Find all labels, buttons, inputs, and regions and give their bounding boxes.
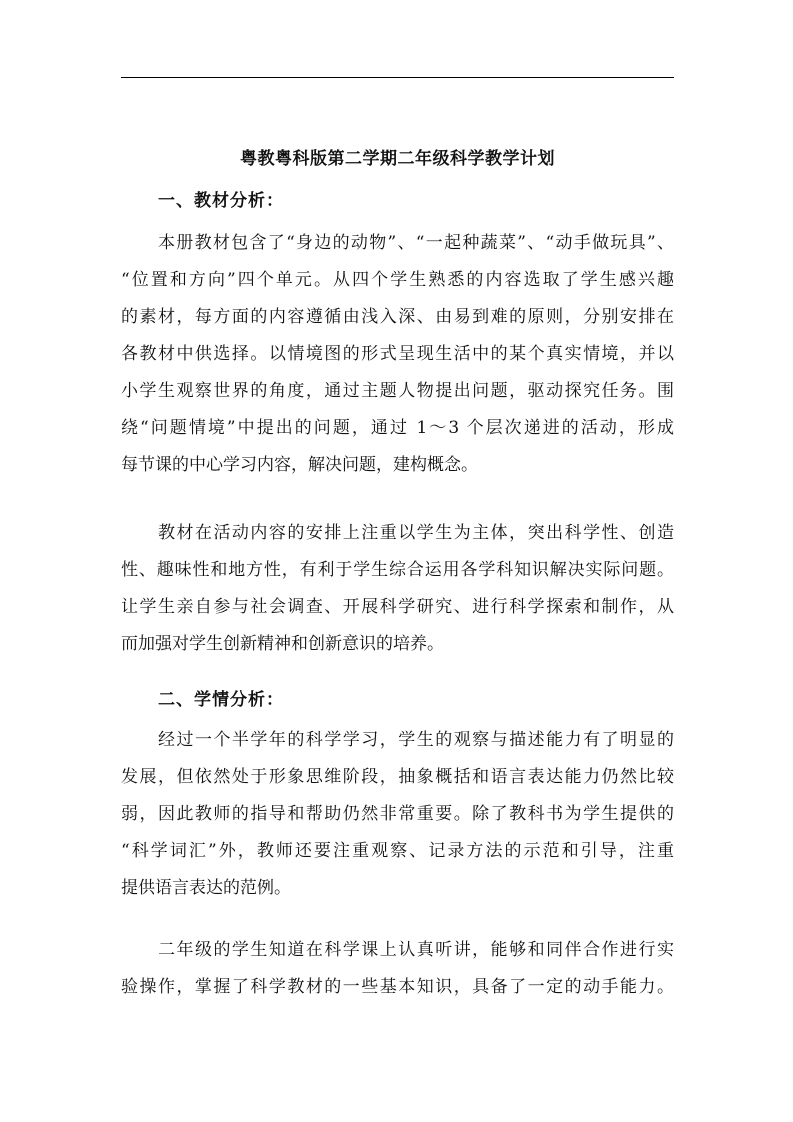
text-line: 性、趣味性和地方性，有利于学生综合运用各学科知识解决实际问题。 (121, 560, 674, 580)
text-line: 的素材，每方面的内容遵循由浅入深、由易到难的原则，分别安排在 (121, 307, 674, 327)
text-line: 验操作，掌握了科学教材的一些基本知识，具备了一定的动手能力。 (121, 977, 674, 997)
paragraph-student-observation (121, 722, 674, 907)
text-line: “科学词汇”外，教师还要注重观察、记录方法的示范和引导，注重 (121, 841, 674, 861)
section-heading-student-analysis: 二、学情分析： (158, 690, 284, 710)
text-line: “位置和方向”四个单元。从四个学生熟悉的内容选取了学生感兴趣 (121, 270, 674, 290)
text-line: 让学生亲自参与社会调查、开展科学研究、进行科学探索和制作，从 (121, 597, 674, 617)
text-line: 经过一个半学年的科学学习，学生的观察与描述能力有了明显的 (158, 730, 674, 750)
text-line: 发展，但依然处于形象思维阶段，抽象概括和语言表达能力仍然比较 (121, 767, 674, 787)
text-line: 二年级的学生知道在科学课上认真听讲，能够和同伴合作进行实 (158, 940, 674, 960)
text-line: 教材在活动内容的安排上注重以学生为主体，突出科学性、创造 (158, 523, 674, 543)
text-line: 每节课的中心学习内容，解决问题，建构概念。 (121, 455, 478, 475)
header-rule (121, 77, 674, 78)
section-heading-textbook-analysis: 一、教材分析： (158, 191, 284, 211)
text-line: 而加强对学生创新精神和创新意识的培养。 (121, 634, 444, 654)
paragraph-student-skills (121, 932, 674, 1006)
document-title: 粤教粤科版第二学期二年级科学教学计划 (240, 149, 555, 169)
text-line: 小学生观察世界的角度，通过主题人物提出问题，驱动探究任务。围 (121, 381, 674, 401)
text-line: 本册教材包含了“身边的动物”、“一起种蔬菜”、“动手做玩具”、 (158, 233, 674, 253)
paragraph-textbook-overview (121, 225, 674, 484)
text-line: 弱，因此教师的指导和帮助仍然非常重要。除了教科书为学生提供的 (121, 804, 674, 824)
text-line: 绕“问题情境”中提出的问题，通过 1～3 个层次递进的活动，形成 (121, 418, 674, 438)
text-line: 各教材中供选择。以情境图的形式呈现生活中的某个真实情境，并以 (121, 344, 674, 364)
text-line: 提供语言表达的范例。 (121, 878, 291, 898)
paragraph-activity-arrangement (121, 515, 674, 663)
